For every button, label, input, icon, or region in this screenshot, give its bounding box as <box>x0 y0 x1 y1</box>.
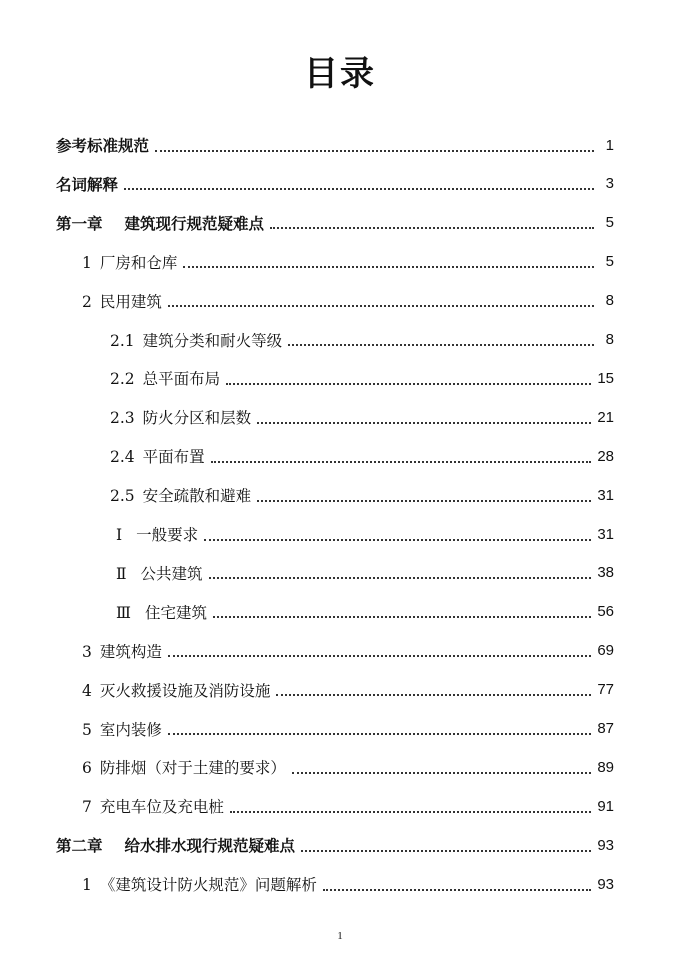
toc-entry-page: 89 <box>597 758 614 776</box>
toc-entry-text: 住宅建筑 <box>144 603 207 622</box>
dot-leader <box>168 304 594 307</box>
toc-entry-page: 28 <box>597 447 614 465</box>
toc-entry-number: 2.5 <box>110 487 135 506</box>
toc-entry-label <box>110 445 205 467</box>
toc-entry-text: 灭火救援设施及消防设施 <box>99 681 271 700</box>
toc-entry-number: 第一章 <box>56 214 103 233</box>
toc-entry-text: 名词解释 <box>56 175 119 194</box>
toc-entry-text: 室内装修 <box>99 720 162 739</box>
toc-entry-page: 1 <box>605 136 614 154</box>
toc-entry-number: 2.3 <box>110 409 135 428</box>
toc-entry-page: 77 <box>597 681 614 699</box>
toc-entry-label <box>110 406 251 428</box>
dot-leader <box>124 187 594 190</box>
toc-entry-text: 参考标准规范 <box>56 137 150 155</box>
toc-entry-label <box>82 640 162 662</box>
toc-entry-number: 6 <box>82 759 92 778</box>
page-title: 目录 <box>304 54 376 94</box>
toc-entry-page: 5 <box>605 214 614 232</box>
toc-entry-label <box>82 251 177 273</box>
toc-entry-text: 平面布置 <box>142 448 205 467</box>
toc-entry-text: 充电车位及充电桩 <box>99 798 224 817</box>
toc-entry-label <box>82 795 224 817</box>
toc-entry[interactable] <box>56 126 614 164</box>
toc-entry-number: 第二章 <box>56 837 103 856</box>
toc-entry-number: Ⅰ <box>116 526 123 544</box>
dot-leader <box>168 732 591 735</box>
dot-leader <box>292 771 591 774</box>
toc-entry[interactable] <box>116 515 614 553</box>
toc-entry-page: 93 <box>597 836 614 854</box>
toc-entry-number: 1 <box>82 253 92 272</box>
toc-entry-label <box>82 290 162 312</box>
toc-entry-text: 建筑现行规范疑难点 <box>124 214 265 233</box>
toc-entry-number: Ⅱ <box>116 564 127 583</box>
dot-leader <box>183 265 594 268</box>
toc-entry-number: 4 <box>82 681 92 700</box>
toc-entry-page: 87 <box>597 720 614 737</box>
toc-entry[interactable] <box>110 398 614 436</box>
toc-entry-label <box>82 873 317 895</box>
toc-entry-page: 31 <box>597 486 614 504</box>
toc-entry-text: 公共建筑 <box>140 564 203 583</box>
toc-entry-text: 防排烟（对于土建的要求） <box>99 759 286 778</box>
toc-entry-label <box>56 134 149 156</box>
dot-leader <box>226 382 591 385</box>
toc-entry-text: 建筑构造 <box>99 642 162 661</box>
toc-entry-label <box>56 212 264 234</box>
toc-entry-label <box>82 679 270 701</box>
toc-entry-page: 8 <box>605 292 614 310</box>
toc-entry-number: 2.1 <box>110 331 135 350</box>
toc-entry-page: 91 <box>597 797 614 815</box>
dot-leader <box>155 149 594 152</box>
toc-entry-number: 1 <box>82 876 92 895</box>
toc-entry-page: 56 <box>597 603 614 621</box>
dot-leader <box>211 460 592 463</box>
toc-entry-label <box>56 173 118 195</box>
toc-entry-text: 建筑分类和耐火等级 <box>142 331 283 350</box>
toc-entry-page: 21 <box>597 408 614 426</box>
toc-entry[interactable] <box>110 321 614 359</box>
dot-leader <box>209 576 592 579</box>
toc-entry-label <box>116 562 203 584</box>
toc-entry[interactable] <box>82 282 614 320</box>
toc-entry-page: 8 <box>605 331 614 348</box>
toc-entry[interactable] <box>56 165 614 203</box>
dot-leader <box>257 499 591 502</box>
toc-entry[interactable] <box>56 826 614 864</box>
toc-entry-page: 3 <box>605 175 614 193</box>
toc-entry-number: 2 <box>82 292 92 311</box>
toc-entry[interactable] <box>82 787 614 825</box>
toc-entry-page: 31 <box>597 525 614 543</box>
toc-entry[interactable] <box>82 865 614 903</box>
toc-entry-label <box>110 484 251 506</box>
toc-entry-text: 总平面布局 <box>142 370 221 389</box>
toc-entry[interactable] <box>56 204 614 242</box>
toc-entry-page: 93 <box>597 875 614 893</box>
toc-entry-text: 《建筑设计防火规范》问题解析 <box>99 876 317 895</box>
dot-leader <box>213 615 591 618</box>
toc-entry-number: Ⅲ <box>116 603 131 622</box>
dot-leader <box>288 343 594 346</box>
dot-leader <box>323 888 591 891</box>
dot-leader <box>270 226 594 229</box>
toc-entry[interactable] <box>110 437 614 475</box>
dot-leader <box>276 693 591 696</box>
toc-entry-text: 防火分区和层数 <box>142 409 252 428</box>
toc-entry-number: 5 <box>82 720 92 739</box>
toc-entry-label <box>116 601 207 623</box>
toc-entry[interactable] <box>82 671 614 709</box>
toc-entry-label <box>82 718 162 740</box>
toc-entry[interactable] <box>116 554 614 592</box>
dot-leader <box>301 849 591 852</box>
dot-leader <box>204 538 591 541</box>
toc-entry-text: 一般要求 <box>136 526 199 544</box>
toc-entry-page: 38 <box>597 564 614 582</box>
toc-entry[interactable] <box>82 748 614 786</box>
toc-entry-text: 民用建筑 <box>99 292 162 311</box>
dot-leader <box>168 654 591 657</box>
toc-entry-text: 给水排水现行规范疑难点 <box>124 837 296 856</box>
toc-entry[interactable] <box>110 359 614 397</box>
toc-entry-page: 15 <box>597 369 614 387</box>
dot-leader <box>257 421 591 424</box>
toc-entry[interactable] <box>82 243 614 281</box>
toc-entry-number: 7 <box>82 798 92 817</box>
toc-entry-label <box>82 756 286 778</box>
page-number: 1 <box>337 930 343 942</box>
toc-entry-number: 2.2 <box>110 370 135 389</box>
toc-entry[interactable] <box>82 632 614 670</box>
toc-entry-number: 3 <box>82 642 92 661</box>
toc-entry-label <box>110 329 282 351</box>
toc-entry-text: 厂房和仓库 <box>99 253 178 272</box>
toc-entry-label <box>56 834 295 856</box>
toc-entry-label <box>110 367 220 389</box>
dot-leader <box>230 810 591 813</box>
toc-entry-page: 69 <box>597 642 614 660</box>
toc-entry-text: 安全疏散和避难 <box>142 487 252 506</box>
toc-entry[interactable] <box>82 710 614 748</box>
toc-entry-number: 2.4 <box>110 448 135 467</box>
toc-entry[interactable] <box>110 476 614 514</box>
toc-entry-page: 5 <box>605 253 614 271</box>
toc-entry-label <box>116 523 198 545</box>
toc-entry[interactable] <box>116 593 614 631</box>
